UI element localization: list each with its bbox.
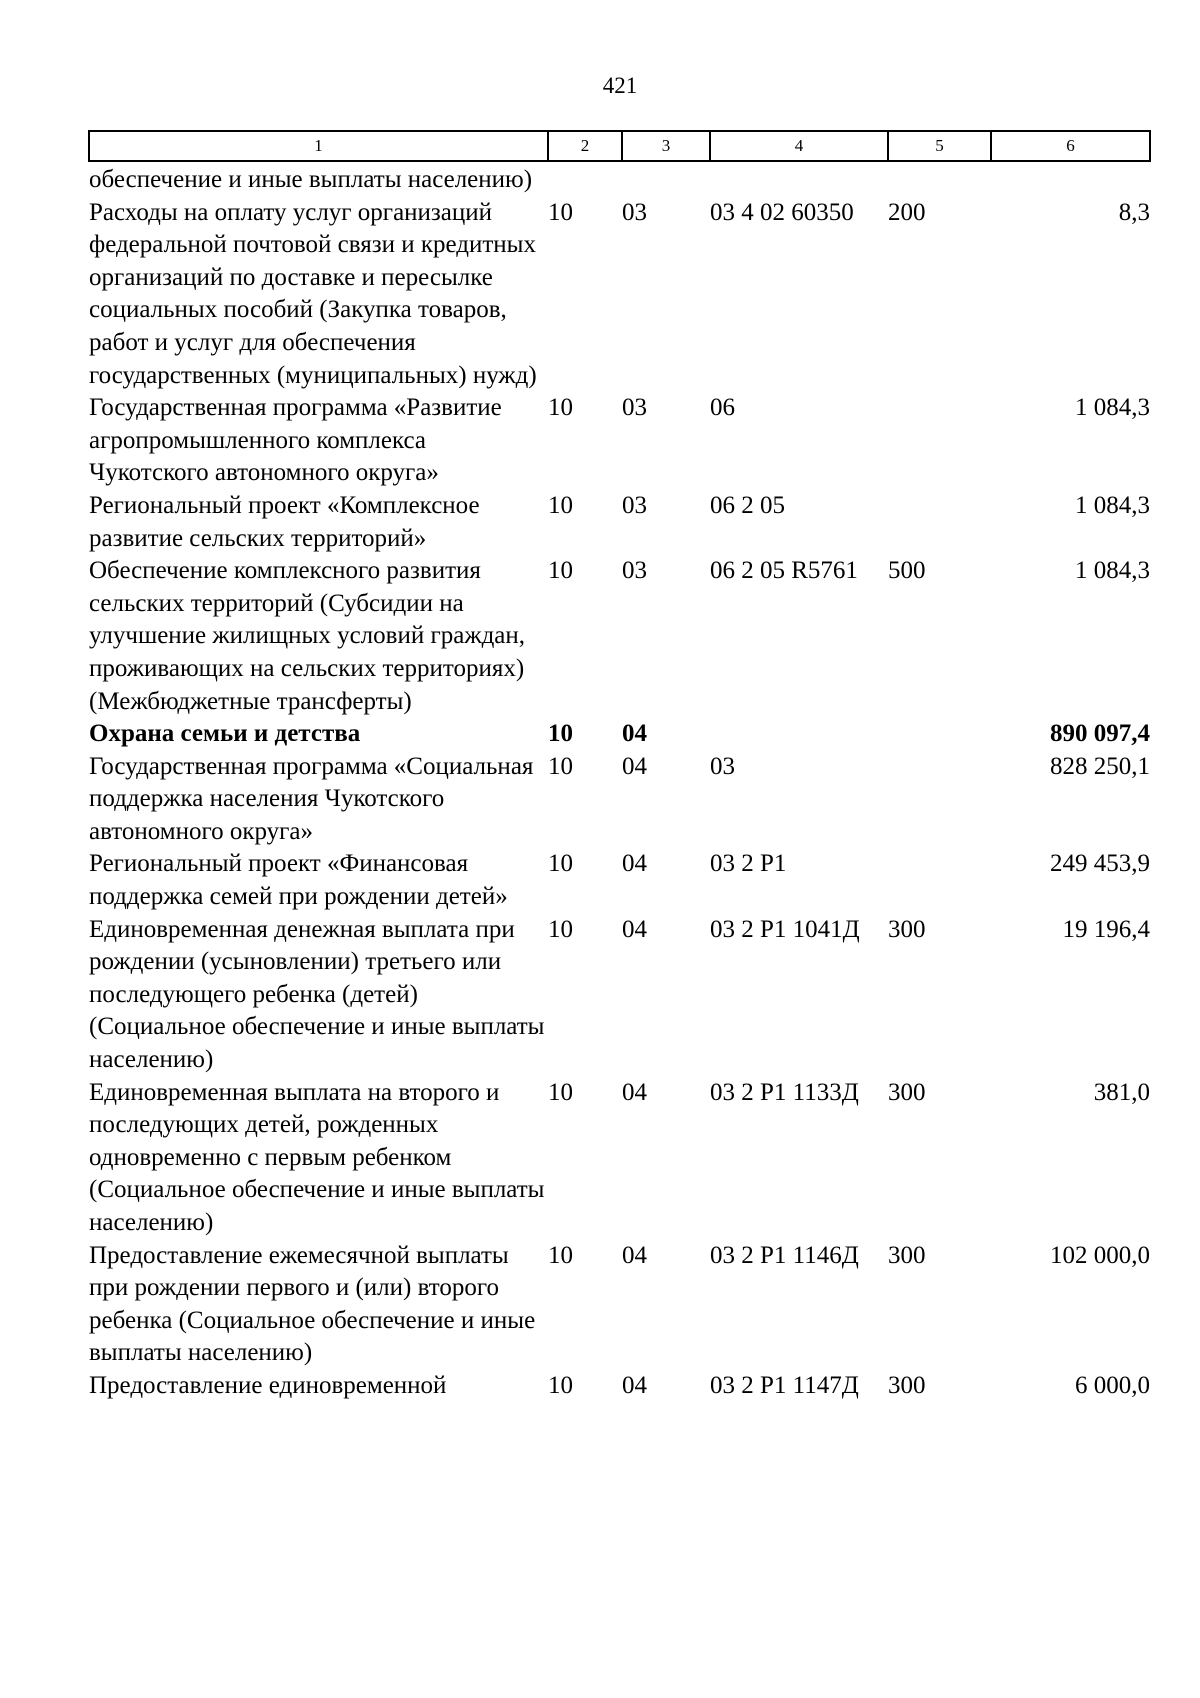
row-section: 10 <box>548 752 573 780</box>
row-subsection <box>622 161 710 197</box>
row-target-article: 03 2 P1 <box>710 850 787 878</box>
row-section: 10 <box>548 557 573 585</box>
row-expense-type: 300 <box>888 1241 926 1269</box>
row-amount: 249 453,9 <box>1050 850 1150 878</box>
table-row <box>89 490 1150 555</box>
row-target-article: 06 <box>710 394 735 422</box>
row-section: 10 <box>548 720 573 748</box>
row-amount: 102 000,0 <box>1050 1241 1150 1269</box>
row-amount: 19 196,4 <box>1062 915 1150 943</box>
row-name: Предоставление ежемесячной выплаты при рождении первого и (или) второго ребенка (Социальное обеспечение и иные выплаты населению) <box>89 1241 536 1367</box>
row-section <box>548 161 622 197</box>
table-header <box>89 131 1150 161</box>
column-header: 6 <box>991 131 1150 161</box>
row-subsection: 04 <box>622 1241 647 1269</box>
row-target-article <box>710 718 888 751</box>
table-row <box>89 718 1150 751</box>
table-row <box>89 1370 1150 1403</box>
row-section: 10 <box>548 1371 573 1399</box>
column-header: 2 <box>548 131 622 161</box>
row-target-article: 06 2 05 R5761 <box>710 557 858 585</box>
column-header: 5 <box>888 131 991 161</box>
row-name: Государственная программа «Социальная поддержка населения Чукотского автономного округа» <box>89 752 534 845</box>
table-row <box>89 392 1150 490</box>
row-section: 10 <box>548 491 573 519</box>
row-target-article: 03 <box>710 752 735 780</box>
row-name: Единовременная денежная выплата при рождении (усыновлении) третьего или последующего ребенка (детей) (Социальное обеспечение и иные выплаты населению) <box>89 915 545 1074</box>
row-expense-type <box>888 848 991 913</box>
row-amount: 1 084,3 <box>1075 557 1150 585</box>
row-section: 10 <box>548 1078 573 1106</box>
row-expense-type <box>888 751 991 849</box>
table-body <box>89 161 1150 1403</box>
row-expense-type: 300 <box>888 1371 926 1399</box>
row-name: обеспечение и иные выплаты населению) <box>89 166 533 193</box>
row-target-article: 06 2 05 <box>710 491 785 519</box>
table-row <box>89 161 1150 197</box>
row-target-article: 03 2 P1 1147Д <box>710 1371 859 1399</box>
header-row <box>89 131 1150 161</box>
row-section: 10 <box>548 394 573 422</box>
row-amount: 6 000,0 <box>1075 1371 1150 1399</box>
row-subsection: 04 <box>622 1078 647 1106</box>
row-subsection: 04 <box>622 915 647 943</box>
row-amount: 1 084,3 <box>1075 491 1150 519</box>
row-expense-type: 300 <box>888 915 926 943</box>
budget-table <box>88 130 1151 1403</box>
row-target-article: 03 2 P1 1146Д <box>710 1241 859 1269</box>
row-name: Охрана семьи и детства <box>89 720 361 748</box>
page-number: 421 <box>602 73 638 98</box>
column-header: 4 <box>710 131 888 161</box>
row-expense-type <box>888 490 991 555</box>
table-row <box>89 751 1150 849</box>
table-row <box>89 555 1150 718</box>
table-row <box>89 914 1150 1077</box>
row-expense-type: 200 <box>888 198 926 226</box>
row-name: Государственная программа «Развитие агропромышленного комплекса Чукотского автономного округа» <box>89 394 502 487</box>
row-expense-type: 300 <box>888 1078 926 1106</box>
row-expense-type <box>888 718 991 751</box>
row-amount: 890 097,4 <box>1050 720 1150 748</box>
row-target-article <box>710 161 888 197</box>
row-name: Предоставление единовременной <box>89 1371 447 1399</box>
row-expense-type: 500 <box>888 557 926 585</box>
row-amount: 1 084,3 <box>1075 394 1150 422</box>
table-row <box>89 1240 1150 1370</box>
row-section: 10 <box>548 915 573 943</box>
row-name: Региональный проект «Комплексное развитие сельских территорий» <box>89 491 480 552</box>
row-name: Расходы на оплату услуг организаций федеральной почтовой связи и кредитных организаций по доставке и пересылке социальных пособий (Закупка товаров, работ и услуг для обеспечения государственных (муниципальных) нужд) <box>89 198 537 389</box>
row-expense-type <box>888 392 991 490</box>
table-row <box>89 1077 1150 1240</box>
row-subsection: 03 <box>622 491 647 519</box>
row-subsection: 04 <box>622 1371 647 1399</box>
row-target-article: 03 2 P1 1041Д <box>710 915 860 943</box>
table-row <box>89 848 1150 913</box>
row-amount: 828 250,1 <box>1050 752 1150 780</box>
row-section: 10 <box>548 850 573 878</box>
row-subsection: 04 <box>622 752 647 780</box>
column-header: 1 <box>89 131 548 161</box>
row-amount <box>991 161 1150 197</box>
row-name: Региональный проект «Финансовая поддержка семей при рождении детей» <box>89 850 508 911</box>
row-target-article: 03 4 02 60350 <box>710 198 854 226</box>
row-section: 10 <box>548 198 573 226</box>
row-name: Обеспечение комплексного развития сельских территорий (Субсидии на улучшение жилищных условий граждан, проживающих на сельских территориях) (Межбюджетные трансферты) <box>89 557 526 715</box>
table-row <box>89 197 1150 393</box>
row-name: Единовременная выплата на второго и последующих детей, рожденных одновременно с первым ребенком (Социальное обеспечение и иные выплаты населению) <box>89 1078 545 1236</box>
row-amount: 381,0 <box>1093 1078 1150 1106</box>
row-expense-type <box>888 161 991 197</box>
row-subsection: 04 <box>622 720 647 748</box>
row-amount: 8,3 <box>1118 198 1150 226</box>
row-subsection: 04 <box>622 850 647 878</box>
row-section: 10 <box>548 1241 573 1269</box>
row-subsection: 03 <box>622 394 647 422</box>
row-target-article: 03 2 P1 1133Д <box>710 1078 859 1106</box>
row-subsection: 03 <box>622 557 647 585</box>
column-header: 3 <box>622 131 710 161</box>
row-subsection: 03 <box>622 198 647 226</box>
